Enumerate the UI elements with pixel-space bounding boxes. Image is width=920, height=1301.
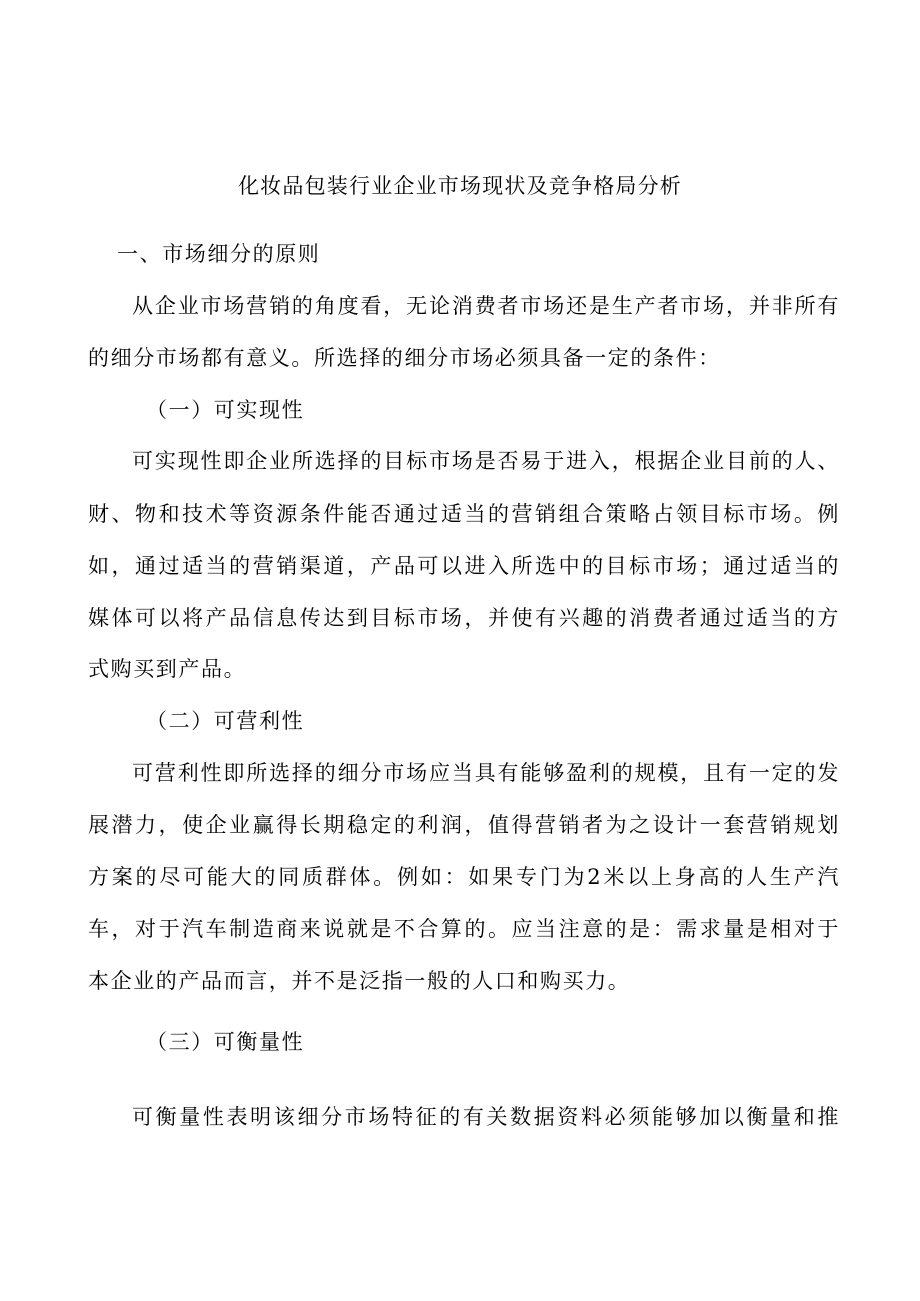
paragraph-line: 财、物和技术等资源条件能否通过适当的营销组合策略占领目标市场。例 [88, 502, 840, 526]
subsection-heading: （三）可衡量性 [146, 1030, 305, 1054]
paragraph-line: 媒体可以将产品信息传达到目标市场，并使有兴趣的消费者通过适当的方 [88, 606, 840, 630]
paragraph-line: 的细分市场都有意义。所选择的细分市场必须具备一定的条件： [88, 346, 721, 370]
section-heading: 一、市场细分的原则 [117, 242, 321, 266]
paragraph-line: 展潜力，使企业赢得长期稳定的利润，值得营销者为之设计一套营销规划 [88, 813, 840, 837]
paragraph-line: 可实现性即企业所选择的目标市场是否易于进入，根据企业目前的人、 [132, 449, 840, 473]
paragraph-line: 可衡量性表明该细分市场特征的有关数据资料必须能够加以衡量和推 [132, 1105, 840, 1129]
paragraph-line: 从企业市场营销的角度看，无论消费者市场还是生产者市场，并非所有 [132, 294, 840, 318]
subsection-heading: （二）可营利性 [146, 709, 305, 733]
paragraph-line: 本企业的产品而言，并不是泛指一般的人口和购买力。 [88, 969, 631, 993]
paragraph-line: 方案的尽可能大的同质群体。例如：如果专门为2米以上身高的人生产汽 [88, 865, 840, 889]
paragraph-line: 如，通过适当的营销渠道，产品可以进入所选中的目标市场；通过适当的 [88, 554, 840, 578]
subsection-heading: （一）可实现性 [146, 398, 305, 422]
paragraph-line: 式购买到产品。 [88, 657, 247, 681]
paragraph-line: 车，对于汽车制造商来说就是不合算的。应当注意的是：需求量是相对于 [88, 917, 840, 941]
document-title: 化妆品包装行业企业市场现状及竞争格局分析 [238, 174, 682, 198]
paragraph-line: 可营利性即所选择的细分市场应当具有能够盈利的规模，且有一定的发 [132, 761, 840, 785]
